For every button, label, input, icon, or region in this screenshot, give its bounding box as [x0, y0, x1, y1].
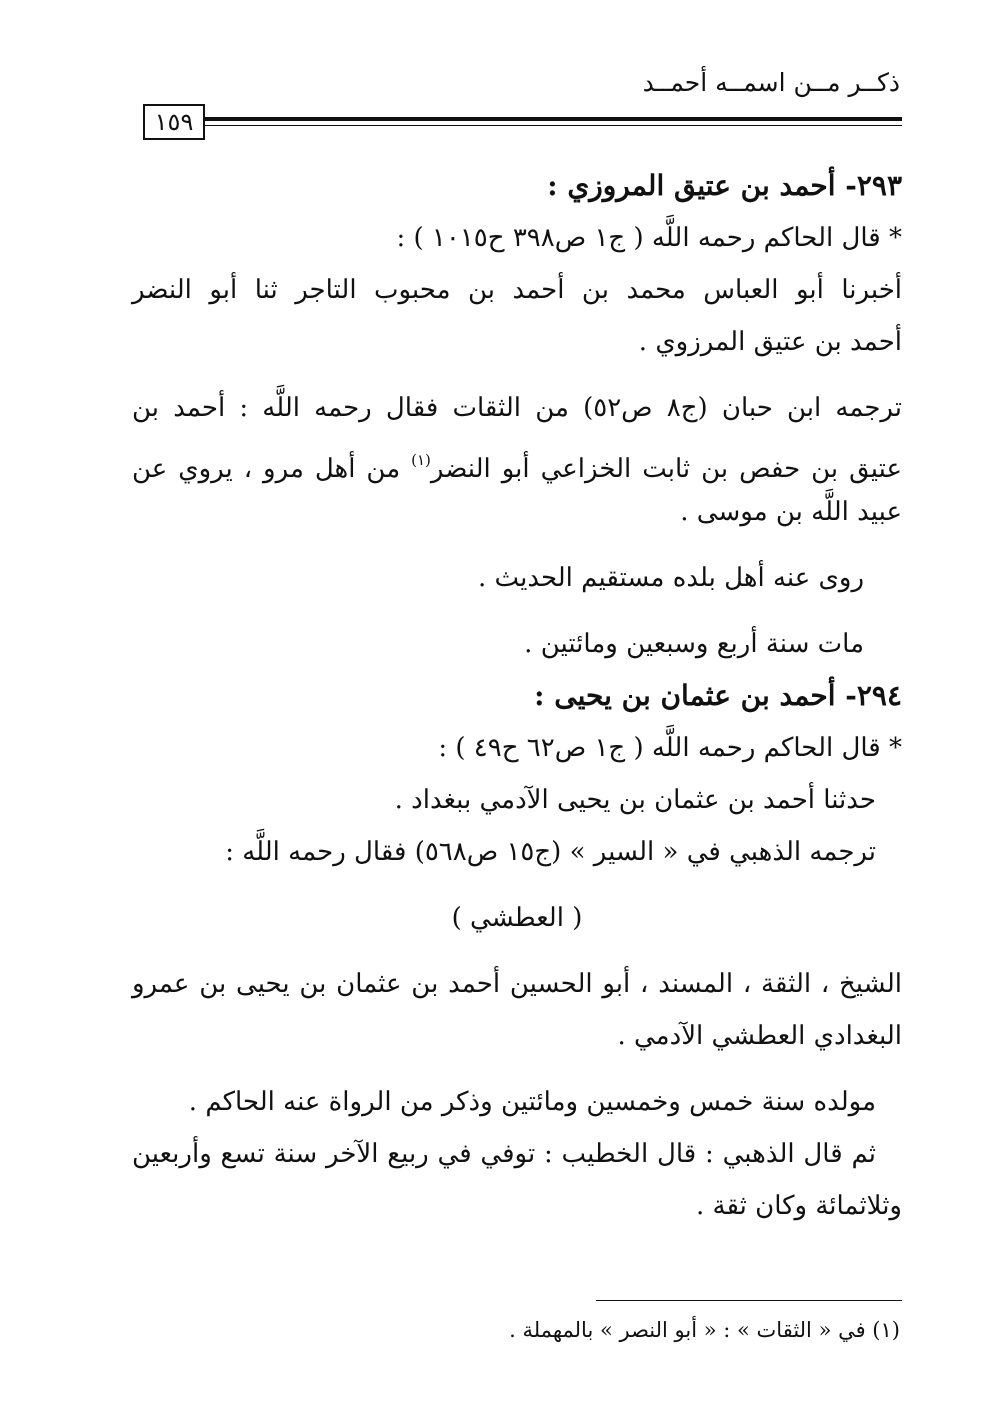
paragraph-line: الشيخ ، الثقة ، المسند ، أبو الحسين أحمد بن عثمان بن يحيى بن عمرو: [132, 969, 902, 999]
citation-line: * قال الحاكم رحمه اللَّه ( ج١ ص٦٢ ح٤٩ ) :: [438, 733, 902, 763]
paragraph-line: أخبرنا أبو العباس محمد بن أحمد بن محبوب التاجر ثنا أبو النضر: [132, 275, 902, 305]
paragraph-line: مولده سنة خمس وخمسين ومائتين وذكر من الرواة عنه الحاكم .: [188, 1087, 876, 1117]
nisba-heading: ( العطشي ): [451, 903, 583, 933]
paragraph-line: عبيد اللَّه بن موسى .: [680, 497, 902, 527]
header-rule-thin: [205, 125, 902, 126]
paragraph-line: وثلاثمائة وكان ثقة .: [695, 1191, 902, 1221]
entry-heading-294: ٢٩٤- أحمد بن عثمان بن يحيى :: [534, 679, 902, 712]
paragraph-line: ترجمه الذهبي في « السير » (ج١٥ ص٥٦٨) فقال رحمه اللَّه :: [225, 837, 876, 867]
footnote-marker: (١): [411, 451, 431, 469]
paragraph-text: عتيق بن حفص بن ثابت الخزاعي أبو النضر: [430, 454, 902, 484]
citation-line: * قال الحاكم رحمه اللَّه ( ج١ ص٣٩٨ ح١٠١٥ ) :: [396, 223, 902, 253]
entry-heading-293: ٢٩٣- أحمد بن عتيق المروزي :: [547, 169, 902, 202]
running-header: ذكــر مــن اسمــه أحمــد: [642, 68, 900, 97]
paragraph-line: [132, 434, 902, 486]
paragraph-line: حدثنا أحمد بن عثمان بن يحيى الآدمي ببغداد .: [394, 785, 876, 815]
footnote-rule: [596, 1300, 902, 1301]
paragraph-line: البغدادي العطشي الآدمي .: [617, 1021, 902, 1051]
paragraph-line: روى عنه أهل بلده مستقيم الحديث .: [478, 563, 864, 593]
page-number: ١٥٩: [143, 104, 205, 140]
header-rule-thick: [205, 117, 902, 121]
page-content: [132, 160, 902, 1232]
paragraph-line: ترجمه ابن حبان (ج٨ ص٥٢) من الثقات فقال رحمه اللَّه : أحمد بن: [132, 393, 903, 423]
footnote: (١) في « الثقات » : « أبو النصر » بالمهملة .: [509, 1318, 900, 1342]
paragraph-text: من أهل مرو ، يروي عن: [132, 454, 412, 484]
paragraph-line: ثم قال الذهبي : قال الخطيب : توفي في ربيع الآخر سنة تسع وأربعين: [132, 1139, 876, 1169]
paragraph-line: أحمد بن عتيق المرزوي .: [638, 327, 902, 357]
paragraph-line: مات سنة أربع وسبعين ومائتين .: [524, 629, 864, 659]
